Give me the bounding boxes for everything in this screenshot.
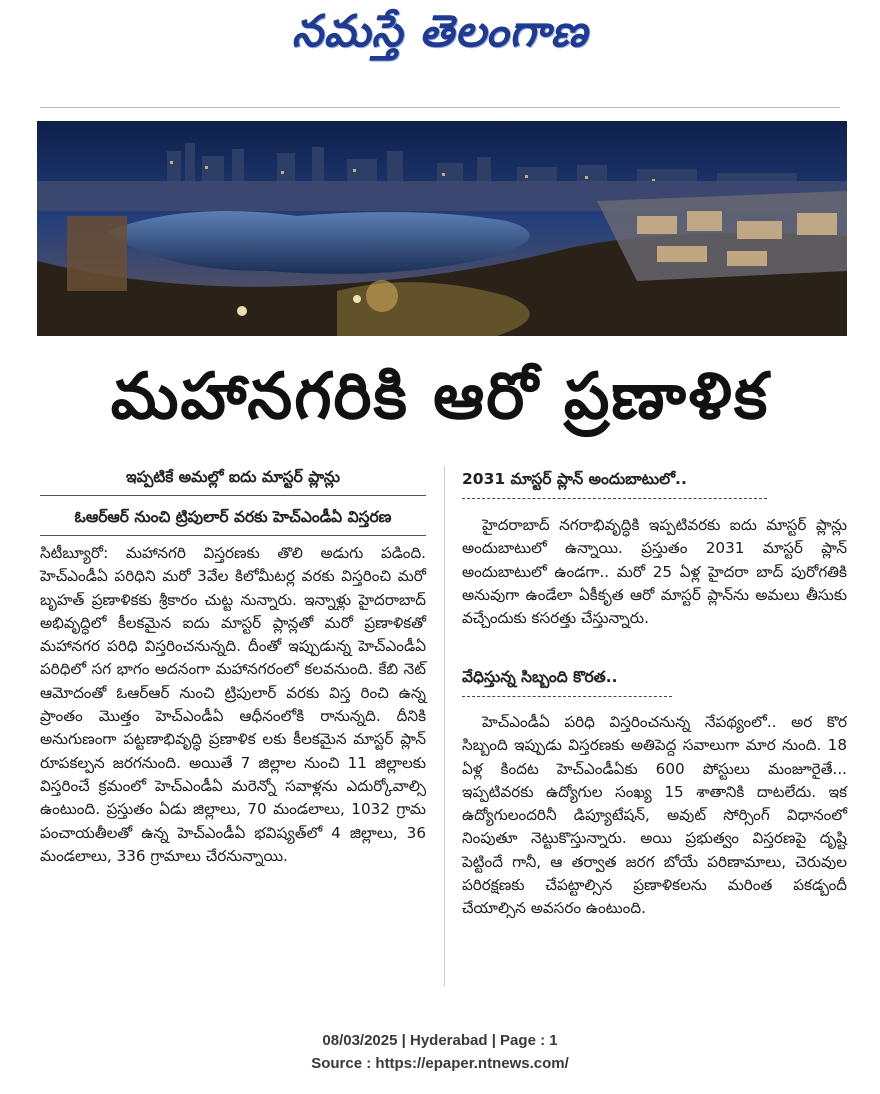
right-article-body-1: హైదరాబాద్ నగరాభివృద్ధికి ఇప్పటివరకు ఐదు మాస్టర్ ప్లాన్లు అందుబాటులో ఉన్నాయి. ప్రస్తుతం 2031 మాస్టర్ ప్లాన్ అందుబాటులో ఉండగా.. మరో 25 ఏళ్ల హైదరా బాద్ పురోగతికి అనువుగా ఉండేలా ఏకీకృత ఆరో మాస్టర్ ప్లాన్‌ను అమలు తీసుకు వచ్చేందుకు కసరత్తు చేస్తున్నారు.: [462, 516, 847, 628]
left-subhead-2: ఓఆర్ఆర్ నుంచి ట్రిపులార్ వరకు హెచ్ఎండీఏ విస్తరణ: [74, 508, 392, 526]
footer-date-line: 08/03/2025 | Hyderabad | Page : 1: [322, 1032, 558, 1049]
right-subhead-1: 2031 మాస్టర్ ప్లాన్ అందుబాటులో..: [462, 470, 687, 488]
left-subhead-2-rule: [40, 535, 426, 536]
masthead: [0, 0, 880, 78]
footer-source-line: Source : https://epaper.ntnews.com/: [311, 1055, 569, 1072]
right-article-body-2: హెచ్ఎండీఏ పరిధి విస్తరించనున్న నేపథ్యంలో.. అర కొర సిబ్బంది ఇప్పుడు విస్తరణకు అతిపెద్ద సవాలుగా మార నుంది. 18 ఏళ్ల కిందట హెచ్ఎండీఏకు 600 పోస్టులు మంజూరైతే... ఇప్పటివరకు ఉద్యోగుల సంఖ్య 15 శాతానికి దాటలేదు. ఇక ఉద్యోగులందరినీ డిప్యూటేషన్, అవుట్ సోర్సింగ్ విధానంలో నింపుతూ నెట్టుకొస్తున్నారు. అయి ప్రభుత్వం విస్తరణపై దృష్టి పెట్టిందే గానీ, ఆ తర్వాత జరగ బోయే పరిణామాలు, చెరువుల పరిరక్షణకు చేపట్టాల్సిన ప్రణాళికలను మరింత పకడ్బందీ చేయాల్సిన అవసరం ఉంటుంది.: [462, 713, 847, 918]
right-subhead-1-rule: [462, 498, 767, 499]
right-subhead-2: వేధిస్తున్న సిబ్బంది కొరత..: [462, 668, 618, 686]
masthead-divider: [40, 107, 840, 108]
newspaper-logo: నమస్తే తెలంగాణ: [291, 6, 589, 57]
left-subhead-1-rule: [40, 495, 426, 496]
column-divider: [444, 466, 445, 986]
left-article-body: సిటీబ్యూరో: మహానగరి విస్తరణకు తొలి అడుగు పడింది. హెచ్ఎండీఏ పరిధిని మరో 3వేల కిలోమీటర్ల వరకు విస్తరించి మరో బృహత్ ప్రణాళికకు శ్రీకారం చుట్ట నున్నారు. ఇన్నాళ్లు హైదరాబాద్ అభివృద్ధిలో కీలకమైన ఐదు మాస్టర్ ప్లాన్లతో మరో ప్రణాళికతో మహానగర పరిధి విస్తరించనున్నది. దీంతో ఇప్పుడున్న హెచ్ఎండీఏ పరిధిలో సగ భాగం అదనంగా మహానగరంలో కలవనుంది. కేబి నెట్ ఆమోదంతో ఓఆర్ఆర్ నుంచి ట్రిపులార్ వరకు విస్త రించి ఉన్న ప్రాంతం మొత్తం హెచ్ఎండీఏ ఆధీనంలోకి రానున్నది. దీనికి అనుగుణంగా పట్టణాభివృద్ధి ప్రణాళిక లకు కీలకమైన మాస్టర్ ప్లాన్ రూపకల్పన జరగనుంది. అయితే 7 జిల్లాల నుంచి 11 జిల్లాలకు విస్తరించే క్రమంలో హెచ్ఎండీఏ మరెన్నో సవాళ్లను ఎదుర్కోవాల్సి ఉంటుంది. ప్రస్తుతం ఏడు జిల్లాలు, 70 మండలాలు, 1032 గ్రామ పంచాయతీలతో ఉన్న హెచ్ఎండీఏ భవిష్యత్‌లో 4 జిల్లాలు, 36 మండలాలు, 336 గ్రామాలు చేరనున్నాయి.: [40, 544, 426, 865]
main-headline: మహానగరికి ఆరో ప్రణాళిక: [110, 360, 770, 434]
right-subhead-2-rule: [462, 696, 672, 697]
city-skyline-photo: [37, 121, 847, 336]
left-subhead-1: ఇప్పటికే అమల్లో ఐదు మాస్టర్ ప్లాన్లు: [126, 468, 340, 486]
